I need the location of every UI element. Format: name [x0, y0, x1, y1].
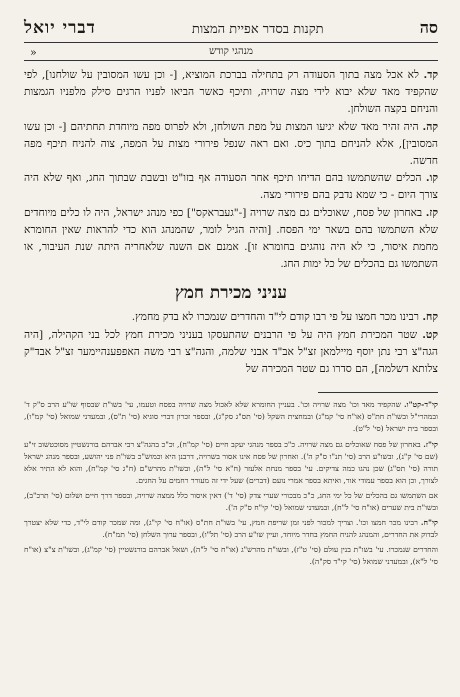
arrow-icon: « [30, 46, 37, 59]
paragraph [24, 327, 438, 379]
paragraph-text: באחרון של פסח, שאוכלים גם מצה שרויה [-"געבראקס"] כפי מנהג ישראל, היה לו כלים מיוחדים שלא השתמשו בהם בשאר ימי הפסח. [והיה הגיל לומר, שהמנהג הוא כדי להראות שאין החומרא מחמת איסור, כי לא היה נוהגים בחומרא זו]. אמנם אם השנה שלאחריה היתה שנת העיבור, או השתמשו גם בהכלים של כל ימות החג. [24, 206, 438, 271]
main-text-2 [24, 309, 438, 378]
paragraph [24, 67, 438, 119]
footnote [24, 439, 438, 487]
paragraph-text: שטר המכירת חמץ היה על פי הרבנים שהתעסקו בעניני מכירת חמץ לכל בני הקהילה, [היה הגה"צ רבי נתן יוסף מיילמאן זצ"ל אב"ד אבני שלמה, והגה"צ רבי משה האפפענהיימער זצ"ל אבד"ק צלותא דשלמה], הם סדרו גם שטר המכירה של [24, 328, 438, 376]
footnote-head: קי"ד-קט"ו. [403, 400, 438, 410]
paragraph-text: היה זהיר מאד שלא יגיעו המצות על מפת השולחן, ולא לפרוס מפה מיוחדת תחתיהם [- וכן עשו המסובין], אלא להניחם בתוך כיס. ואם ראה שנפל פירורי מצות על המפה, צוה להניח תיכף מפה חדשה. [24, 120, 438, 168]
main-text [24, 67, 438, 273]
paragraph-label: קד. [423, 69, 438, 81]
footnote-head: קי"ז. [423, 439, 438, 449]
paragraph [24, 205, 438, 274]
paragraph-text: רבינו מכר חמצו על פי רבו קודם לי"ד והחדרים שנמכרו לא בדק מחמץ. [131, 311, 419, 324]
footnote-text: באחרון של פסח שאוכלים גם מצה שרויה. כ"כ בספר מנהגי יעקב חיים (סי' קמ"ח), וכ"כ בהגה"צ רבי אברהם בורנשטיין מסוכטשוב זי"ע (שם סי' ק"נ), ובשו"ע הרב (סי' תנ"ו ס"ק ה'). ואחרון של פסח אינו אסור בשרויה, דרבנן היא וכמוש"כ בשו"ת פני יהושע, ובספר מנהג ישראל תורה (סי' תס"ג) שכן נהגו כמה צדיקים. עי' בספר מנחת אלעזר (ח"א סי' ל"ה), ובשו"ת מהרש"ם (ח"ג סי' קמ"ח), והוא לא התיר אלא לצורך, וכן הוא בספר עמודי אור, ואיתא בספר אמרי נועם (דברים) שעל ידי זה מעורר רחמים על החגים. [24, 439, 438, 485]
section-running-title: תקנות בסדר אפיית המצות [191, 22, 324, 37]
footnote-text: אם השתמשו גם בהכלים של כל ימי החג, כ"כ מבכורי שערי צדק (סי' ד') דאין איסור כלל ממצה שרויה, ובספר דרך חיים ושלום (סי' תרכ"ב), ובשו"ת בית שערים (או"ח סי' ל"ח), ובמעדני שמואל (סי' קי"ח ס"ק ה'). [24, 490, 438, 512]
page-number: סה [419, 18, 438, 37]
paragraph-label: קו. [425, 172, 438, 185]
book-title: דברי יואל [24, 18, 96, 38]
paragraph-label: קט. [422, 328, 438, 341]
paragraph-text: לא אכל מצה בתוך הסעודה רק בתחילה בברכת המוציא, [- וכן עשו המסובין על שולחנו], לפי שהקפיד מאד שלא יבוא לידי מצה שרויה, ותיכף כאשר הביאו לפניו הרגים סילק מלפניו הגמצות והניחם בקצה השולחן. [24, 69, 438, 116]
footnote [24, 517, 438, 541]
header-titles [192, 21, 324, 37]
subheader-label: מנהגי קודש [209, 46, 253, 57]
paragraph-label: קח. [422, 311, 438, 324]
paragraph [24, 119, 438, 171]
footnote-text: והחדרים שנמכרו. עי' בשו"ת בנין עולם (סי' ט"ז), ובשו"ת מהרש"ג (או"ח סי' ל"ה), ושאל אברהם בורנשטיין (סי' קמ"ג), ובשו"ת צ"צ (או"ח סי' ל"א), ובמעדני שמואל (סי' קי"ד סק"ה). [24, 545, 438, 567]
running-header [24, 18, 438, 43]
footnote [24, 399, 438, 435]
paragraph [24, 309, 438, 326]
subheader [24, 46, 438, 61]
paragraph [24, 170, 438, 204]
footnote [24, 544, 438, 568]
footnote-head: קי"ח. [420, 518, 438, 528]
footnote-divider [318, 392, 438, 393]
paragraph-label: קז. [425, 206, 439, 219]
footnote-text: רבינו מכר חמצו וכו'. וצריך למכור לפני זמן שריפת חמץ, עי' בשו"ת חת"ס (או"ח סי' קי"ג), ומה שמכר קודם לי"ד, כדי שלא יצטרך לבדוק את החדרים, והמנהג להניח החמץ בחדר מיוחד, ועיין שו"ע הרב (סי' תל"ו), ובספר ערוך השלחן (סי' תמ"ח). [24, 518, 438, 540]
section-heading: עניני מכירת חמץ [175, 283, 287, 304]
footnote-text: שהקפיד מאד וכו' מצה שרויה וכו'. בעניין החומרא שלא לאכול מצה שרויה בפסח וטעמו, עי' בשו"ת שבסוף שו"ע הרב ס"ק ד' ובמהרי"ל ובשו"ת חת"ס (או"ח סי' קמ"ג) ובמחצית השקל (סי' תס"ג סק"ג), ובספר זכרון דברי סוגיא (סי' ת"ס), ובמעדני שמואל (סי' קמ"ו), ובספר בית ישראל (סי' ל"ט). [24, 400, 438, 434]
paragraph-label: קה. [422, 120, 438, 133]
footnote [24, 490, 438, 514]
paragraph-text: הכלים שהשתמשו בהם הדיחו תיכף אחר הסעודה אף בזו"ט ובשבת שבתוך החג, ואף שלא היה צורך היום - כי שמא נדבק בהם פירורי מצה. [24, 172, 438, 202]
footnotes [24, 399, 438, 568]
